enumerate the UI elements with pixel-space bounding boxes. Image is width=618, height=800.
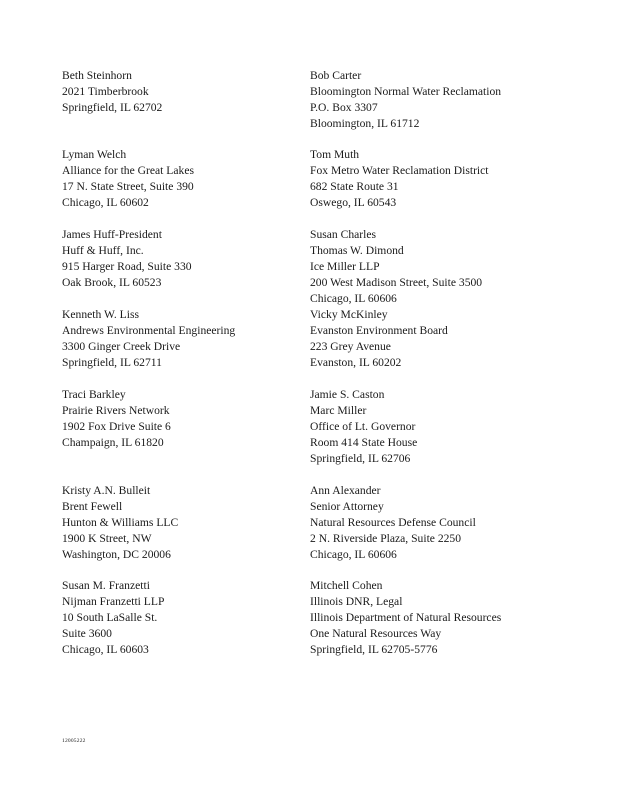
address-block-kenneth-liss: [62, 307, 235, 371]
address-block-susan-franzetti: [62, 578, 164, 658]
address-line: 2 N. Riverside Plaza, Suite 2250: [310, 531, 462, 545]
address-block-james-huff: [62, 227, 192, 291]
address-line: Bloomington, IL 61712: [310, 116, 420, 130]
address-line: Chicago, IL 60603: [62, 642, 149, 656]
address-line: Illinois Department of Natural Resources: [310, 610, 502, 624]
address-line: Fox Metro Water Reclamation District: [310, 163, 489, 177]
address-line: Springfield, IL 62706: [310, 451, 411, 465]
address-line: Room 414 State House: [310, 435, 418, 449]
address-line: Marc Miller: [310, 403, 367, 417]
address-line: Washington, DC 20006: [62, 547, 171, 561]
address-line: James Huff-President: [62, 228, 162, 241]
address-line: 17 N. State Street, Suite 390: [62, 179, 194, 193]
address-line: Oak Brook, IL 60523: [62, 275, 162, 289]
address-line: One Natural Resources Way: [310, 626, 442, 640]
address-line: Chicago, IL 60606: [310, 547, 397, 561]
address-line: Lyman Welch: [62, 148, 127, 161]
address-line: Susan Charles: [310, 228, 377, 241]
address-block-traci-barkley: [62, 387, 171, 451]
address-line: Bob Carter: [310, 69, 362, 82]
address-line: 915 Harger Road, Suite 330: [62, 259, 192, 273]
address-line: Springfield, IL 62702: [62, 100, 163, 114]
address-line: Hunton & Williams LLC: [62, 515, 179, 529]
address-line: Kristy A.N. Bulleit: [62, 484, 151, 497]
address-line: Evanston Environment Board: [310, 323, 448, 337]
address-line: 2021 Timberbrook: [62, 84, 149, 98]
address-block-vicky-mckinley: [310, 307, 448, 371]
address-line: Prairie Rivers Network: [62, 403, 170, 417]
address-line: P.O. Box 3307: [310, 100, 378, 114]
address-line: 10 South LaSalle St.: [62, 610, 158, 624]
address-line: Springfield, IL 62705-5776: [310, 642, 438, 656]
address-block-ann-alexander: [310, 483, 476, 563]
address-block-lyman-welch: [62, 147, 194, 211]
address-line: Susan M. Franzetti: [62, 579, 150, 592]
address-line: Thomas W. Dimond: [310, 243, 404, 257]
address-line: Andrews Environmental Engineering: [62, 323, 236, 337]
address-line: Evanston, IL 60202: [310, 355, 402, 369]
address-line: Traci Barkley: [62, 388, 126, 401]
address-line: Jamie S. Caston: [310, 388, 385, 401]
address-line: Mitchell Cohen: [310, 579, 383, 592]
address-line: Springfield, IL 62711: [62, 355, 162, 369]
address-line: 3300 Ginger Creek Drive: [62, 339, 181, 353]
address-line: Ice Miller LLP: [310, 259, 380, 273]
address-line: Suite 3600: [62, 626, 112, 640]
address-line: Chicago, IL 60606: [310, 291, 397, 305]
address-line: Illinois DNR, Legal: [310, 594, 403, 608]
address-line: 223 Grey Avenue: [310, 339, 391, 353]
address-line: Vicky McKinley: [310, 308, 388, 321]
address-line: Huff & Huff, Inc.: [62, 243, 144, 257]
address-block-kristy-bulleit: [62, 483, 178, 563]
address-line: 1902 Fox Drive Suite 6: [62, 419, 171, 433]
address-block-mitchell-cohen: [310, 578, 501, 658]
address-line: Office of Lt. Governor: [310, 419, 416, 433]
address-line: Kenneth W. Liss: [62, 308, 139, 321]
address-line: Brent Fewell: [62, 499, 123, 513]
address-line: Tom Muth: [310, 148, 360, 161]
address-line: Alliance for the Great Lakes: [62, 163, 194, 177]
address-line: Champaign, IL 61820: [62, 435, 164, 449]
address-line: Oswego, IL 60543: [310, 195, 397, 209]
address-line: Chicago, IL 60602: [62, 195, 149, 209]
address-line: 682 State Route 31: [310, 179, 399, 193]
address-block-susan-charles: [310, 227, 482, 307]
address-line: Bloomington Normal Water Reclamation: [310, 84, 502, 98]
address-block-tom-muth: [310, 147, 489, 211]
address-line: 1900 K Street, NW: [62, 531, 152, 545]
address-line: Natural Resources Defense Council: [310, 515, 476, 529]
address-block-jamie-caston: [310, 387, 417, 467]
address-line: Beth Steinhorn: [62, 69, 132, 82]
address-block-beth-steinhorn: [62, 68, 162, 116]
document-footer-code: 12005222: [62, 738, 86, 744]
address-line: 200 West Madison Street, Suite 3500: [310, 275, 483, 289]
address-line: Nijman Franzetti LLP: [62, 594, 165, 608]
address-line: Senior Attorney: [310, 499, 384, 513]
address-line: Ann Alexander: [310, 484, 381, 497]
address-block-bob-carter: [310, 68, 501, 132]
